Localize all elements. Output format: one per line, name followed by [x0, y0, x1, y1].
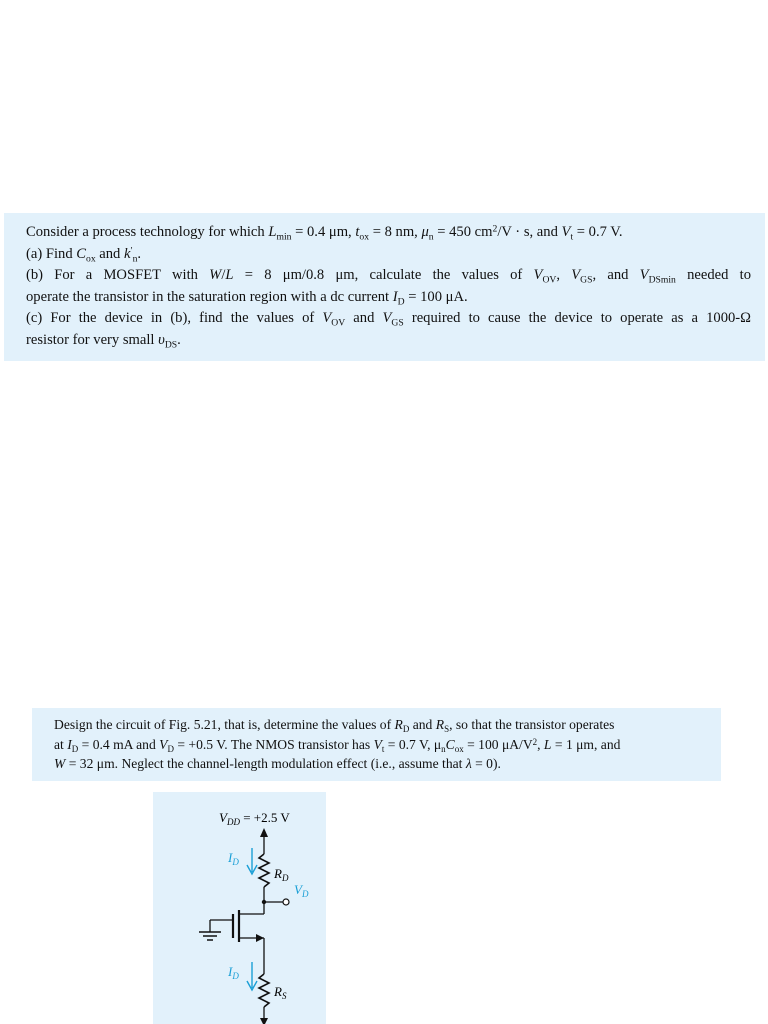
- id-top-label: $I_D$: [228, 850, 239, 867]
- id-bottom-label: $I_D$: [228, 964, 239, 981]
- part-c-line-1: (c) For the device in (b), find the values of $V_{OV}$ and $V_{GS}$ required to cause the device to operate as a 1000-Ω: [26, 310, 751, 329]
- part-b-line-2: operate the transistor in the saturation region with a dc current $I_D = 100$ μA.: [26, 288, 468, 307]
- nmos-circuit-diagram: [153, 792, 326, 1024]
- part-b-line-1: (b) For a MOSFET with W/L = 8 μm/0.8 μm, calculate the values of $V_{OV}$, $V_{GS}$, and $V_{DSmin}$ needed to: [26, 267, 752, 286]
- vdd-label: $V_{DD} = +2.5$ V: [219, 810, 290, 827]
- rd-label: $R_D$: [274, 866, 289, 883]
- problem-intro: Consider a process technology for which $L_{min} = 0.4$ μm, $t_{ox} = 8$ nm, $\mu_n = 450$ $cm^2/V \cdot s$, and $V_t = 0.7$ V.: [26, 223, 623, 243]
- vd-label: $V_D$: [294, 882, 309, 899]
- part-c-line-2: resistor for very small $\upsilon_{DS}$.: [26, 331, 181, 350]
- problem2-line-3: W = 32 μm. Neglect the channel-length modulation effect (i.e., assume that λ = 0).: [54, 756, 501, 771]
- problem-box-process-technology: [4, 213, 765, 361]
- problem-box-circuit-design: [32, 708, 721, 781]
- rd-resistor-icon: [259, 854, 269, 887]
- vss-arrow-icon: [260, 1018, 268, 1024]
- rs-label: $R_S$: [274, 984, 287, 1001]
- vdd-arrow-icon: [260, 828, 268, 837]
- circuit-figure: [153, 792, 326, 1024]
- part-a: (a) Find $C_{ox}$ and $k'_n$.: [26, 245, 142, 264]
- vd-terminal-icon: [283, 899, 289, 905]
- problem2-line-1: Design the circuit of Fig. 5.21, that is, determine the values of $R_D$ and $R_S$, so that the transistor operates: [54, 717, 615, 735]
- problem2-line-2: at $I_D = 0.4$ mA and $V_D = +0.5$ V. The NMOS transistor has $V_t = 0.7$ V, $\mu_nC_{ox} = 100$ $\mu A/V^2$, L = 1 μm, and: [54, 736, 621, 754]
- source-arrow-icon: [256, 934, 264, 942]
- rs-resistor-icon: [259, 974, 269, 1007]
